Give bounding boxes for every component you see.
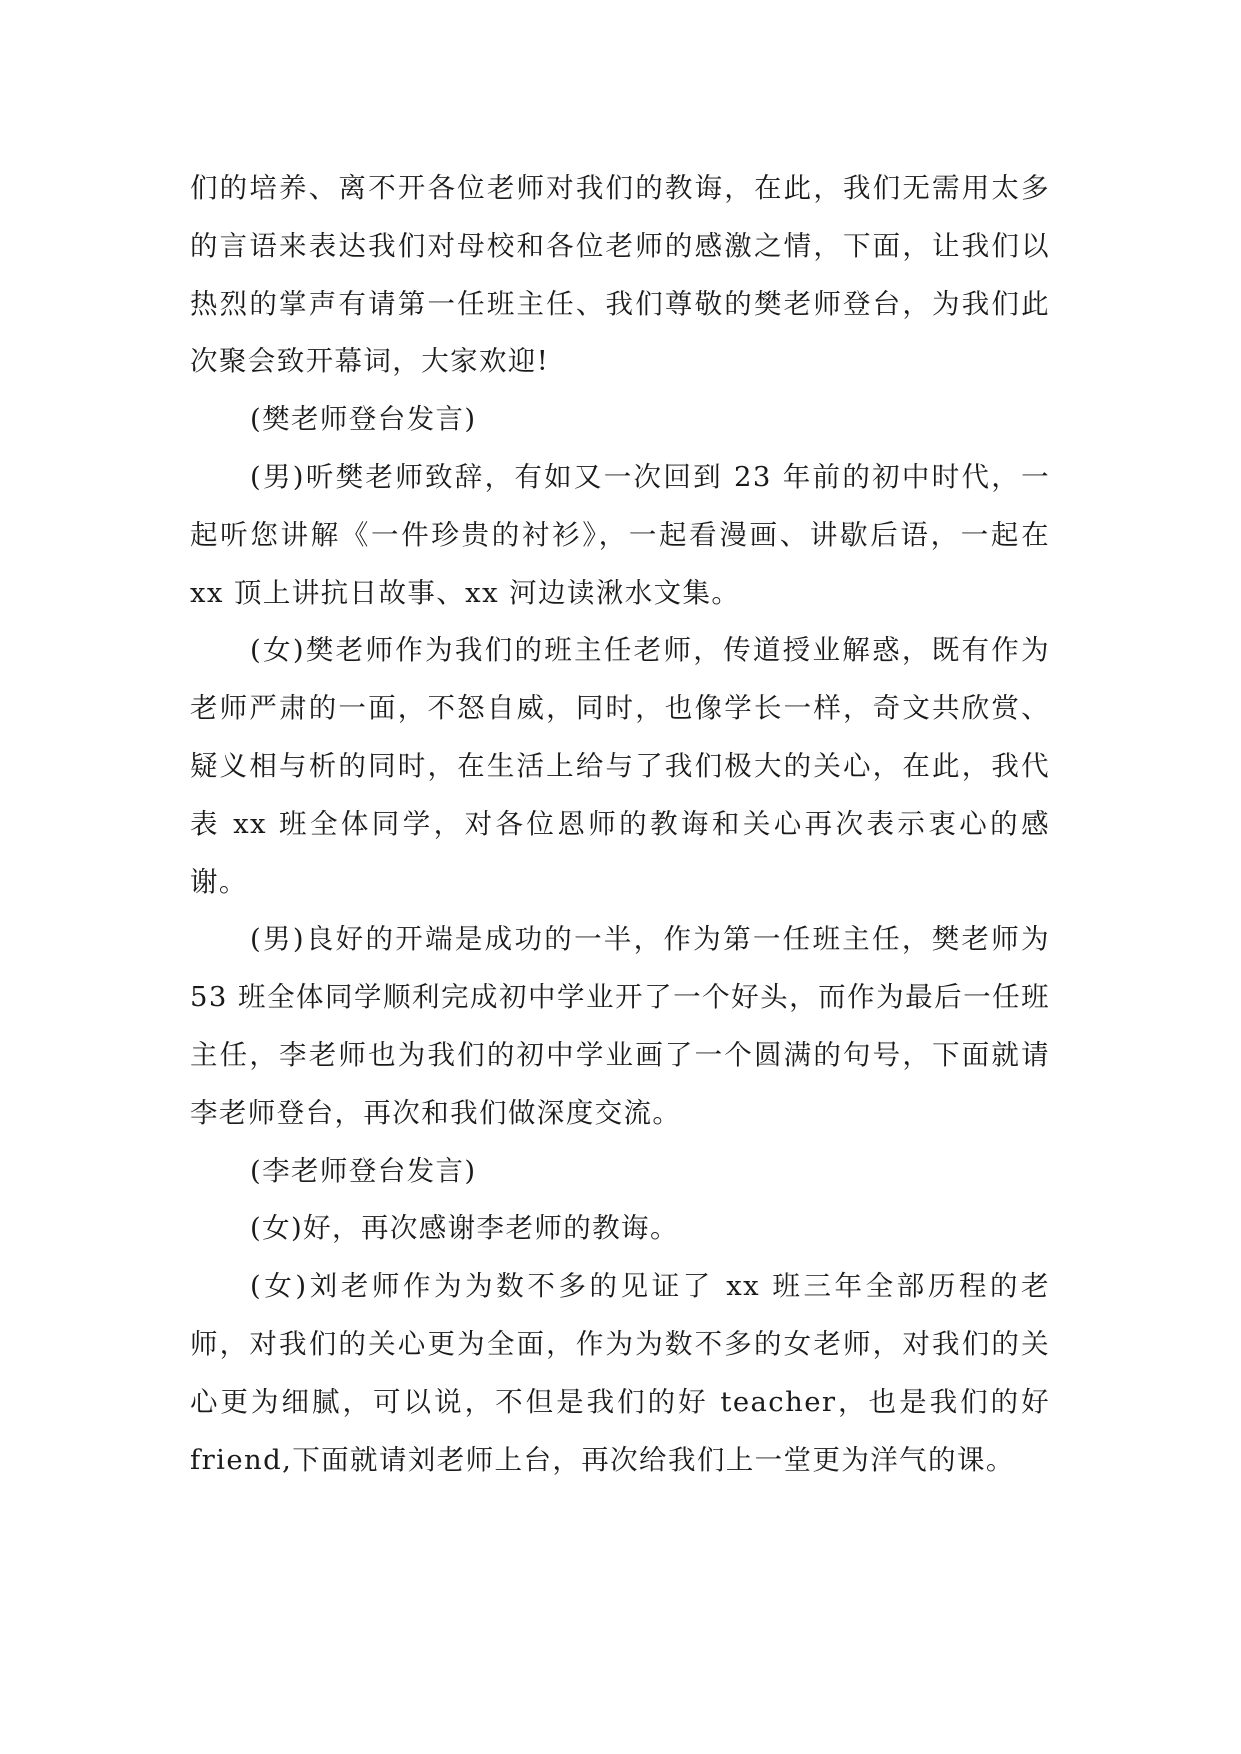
paragraph-stage-direction-fan: (樊老师登台发言) (250, 403, 477, 436)
paragraph-female-host-3: (女)刘老师作为为数不多的见证了 xx 班三年全部历程的老师，对我们的关心更为全面，作为为数不多的女老师，对我们的关心更为细腻，可以说，不但是我们的好 teacher，也是我们的好 friend,下面就请刘老师上台，再次给我们上一堂更为洋气的课。 (190, 1270, 1050, 1476)
paragraph-continuation: 们的培养、离不开各位老师对我们的教诲，在此，我们无需用太多的言语来表达我们对母校和各位老师的感激之情，下面，让我们以热烈的掌声有请第一任班主任、我们尊敬的樊老师登台，为我们此次聚会致开幕词，大家欢迎! (190, 172, 1050, 378)
paragraph-female-host-1: (女)樊老师作为我们的班主任老师，传道授业解惑，既有作为老师严肃的一面，不怒自威，同时，也像学长一样，奇文共欣赏、疑义相与析的同时，在生活上给与了我们极大的关心，在此，我代表 xx 班全体同学，对各位恩师的教诲和关心再次表示衷心的感谢。 (190, 634, 1050, 898)
paragraph-male-host-1: (男)听樊老师致辞，有如又一次回到 23 年前的初中时代，一起听您讲解《一件珍贵的衬衫》，一起看漫画、讲歇后语，一起在 xx 顶上讲抗日故事、xx 河边读湫水文集。 (190, 460, 1050, 609)
paragraph-stage-direction-li: (李老师登台发言) (250, 1154, 477, 1187)
paragraph-female-host-2: (女)好，再次感谢李老师的教诲。 (250, 1212, 679, 1245)
paragraph-male-host-2: (男)良好的开端是成功的一半，作为第一任班主任，樊老师为 53 班全体同学顺利完成初中学业开了一个好头，而作为最后一任班主任，李老师也为我们的初中学业画了一个圆满的句号，下面就请李老师登台，再次和我们做深度交流。 (190, 923, 1050, 1129)
document-body (190, 160, 1050, 1489)
